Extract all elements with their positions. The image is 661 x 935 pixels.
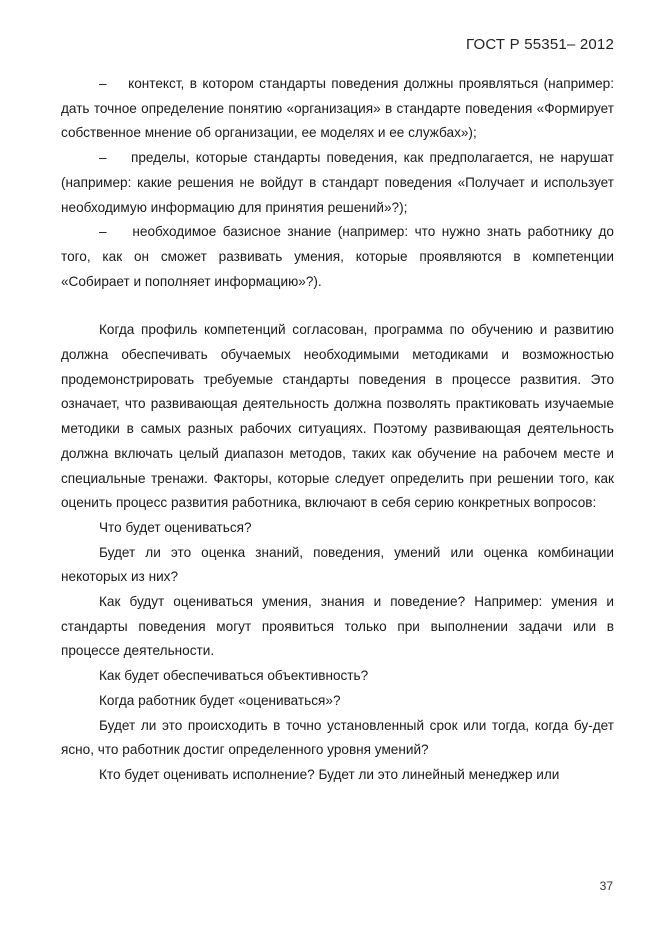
question-who-evaluates: Кто будет оценивать исполнение? Будет ли это линейный менеджер или bbox=[99, 766, 560, 782]
question-what-assessed: Что будет оцениваться? bbox=[99, 519, 252, 535]
question-how-assessed: Как будут оцениваться умения, знания и поведение? Например: умения и стандарты поведения могут проявиться только при выполнении задачи или в процессе деятельности. bbox=[61, 594, 614, 659]
list-item-context: – контекст, в котором стандарты поведения должны проявляться (например: дать точное определение понятию «организация» в стандарте поведения «Формирует собственное мнение об организации, ее моделях и ее службах»); bbox=[61, 76, 614, 141]
question-objectivity: Как будет обеспечиваться объективность? bbox=[99, 668, 369, 684]
question-when-assessed: Когда работник будет «оцениваться»? bbox=[99, 692, 341, 708]
document-body bbox=[61, 72, 614, 788]
question-assessment-type: Будет ли это оценка знаний, поведения, умений или оценка комбинации некоторых из них? bbox=[61, 544, 614, 585]
list-item-basic-knowledge: – необходимое базисное знание (например: что нужно знать работнику до того, как он сможет развивать умения, которые проявляются в компетенции «Собирает и пополняет информацию»?). bbox=[61, 224, 614, 289]
paragraph-spacer bbox=[61, 294, 614, 318]
paragraph-competency-profile: Когда профиль компетенций согласован, программа по обучению и развитию должна обеспечивать обучаемых необходимыми методиками и возможностью продемонстрировать требуемые стандарты поведения в процессе развития. Это означает, что развивающая деятельность должна позволять практиковать изучаемые методики в самых разных рабочих ситуациях. Поэтому развивающая деятельность должна включать целый диапазон методов, таких как обучение на рабочем месте и специальные тренажи. Факторы, которые следует определить при решении того, как оценить процесс развития работника, включают в себя серию конкретных вопросов: bbox=[61, 322, 614, 511]
list-item-limits: – пределы, которые стандарты поведения, как предполагается, не нарушат (например: какие решения не войдут в стандарт поведения «Получает и использует необходимую информацию для принятия решений»?); bbox=[61, 150, 614, 215]
question-timing: Будет ли это происходить в точно установленный срок или тогда, когда бу-дет ясно, что работник достиг определенного уровня умений? bbox=[61, 717, 614, 758]
page-header-standard-code: ГОСТ Р 55351– 2012 bbox=[466, 36, 614, 53]
page-number: 37 bbox=[599, 879, 613, 893]
